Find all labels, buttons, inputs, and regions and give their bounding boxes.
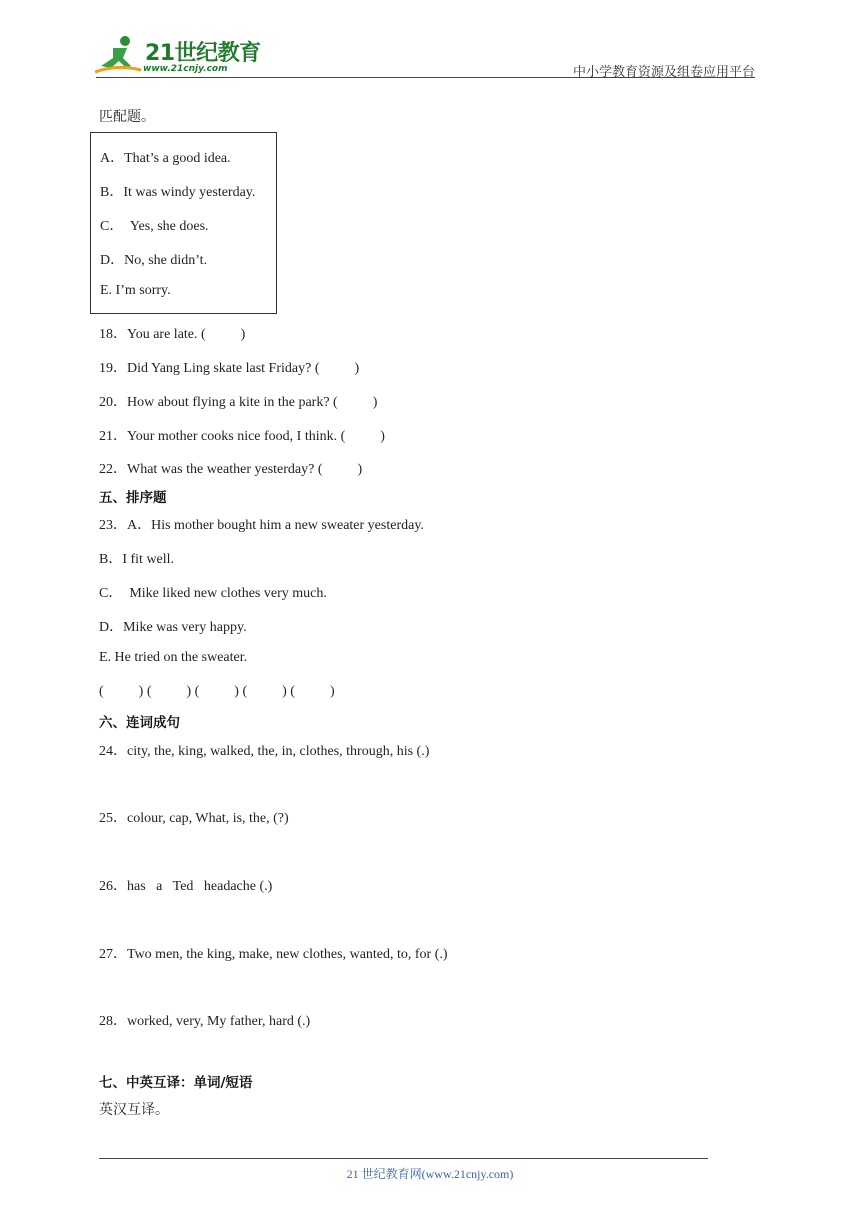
sentence-item: 25．colour, cap, What, is, the, (?) (99, 811, 289, 826)
ordering-item: B．I fit well. (99, 552, 175, 567)
logo-url: www.21cnjy.com (143, 64, 228, 74)
runner-logo-icon (93, 34, 143, 78)
site-logo (93, 34, 263, 78)
question-item: 21．Your mother cooks nice food, I think. ( ) (99, 429, 385, 444)
match-option: E. I’m sorry. (100, 283, 171, 298)
match-option: D．No, she didn’t. (100, 253, 208, 268)
footer-divider (99, 1158, 708, 1159)
section-title: 七、中英互译：单词/短语 (99, 1075, 253, 1091)
question-item: 20．How about flying a kite in the park? ( ) (99, 395, 378, 410)
ordering-item: D．Mike was very happy. (99, 620, 247, 635)
sentence-item: 24．city, the, king, walked, the, in, clothes, through, his (.) (99, 744, 430, 759)
section-instruction: 英汉互译。 (99, 1103, 169, 1118)
sentence-item: 27．Two men, the king, make, new clothes, wanted, to, for (.) (99, 947, 448, 962)
section-title: 五、排序题 (99, 490, 167, 506)
question-item: 22．What was the weather yesterday? ( ) (99, 462, 363, 477)
logo-text: 21世纪教育 (145, 41, 261, 66)
ordering-item: C． Mike liked new clothes very much. (99, 586, 327, 601)
ordering-answer-line: ( ) ( ) ( ) ( ) ( ) (99, 684, 335, 699)
header-divider (96, 77, 755, 78)
footer-link[interactable]: 21 世纪教育网(www.21cnjy.com) (346, 1167, 514, 1181)
ordering-item: E. He tried on the sweater. (99, 650, 248, 665)
ordering-item: 23．A．His mother bought him a new sweater yesterday. (99, 518, 424, 533)
match-option: A．That’s a good idea. (100, 151, 231, 166)
header-platform-title: 中小学教育资源及组卷应用平台 (572, 64, 755, 79)
question-item: 18．You are late. ( ) (99, 327, 246, 342)
match-option: B．It was windy yesterday. (100, 185, 256, 200)
sentence-item: 28．worked, very, My father, hard (.) (99, 1014, 311, 1029)
match-instruction: 匹配题。 (99, 110, 155, 125)
question-item: 19．Did Yang Ling skate last Friday? ( ) (99, 361, 360, 376)
sentence-item: 26．has a Ted headache (.) (99, 879, 273, 894)
match-option: C． Yes, she does. (100, 219, 209, 234)
section-title: 六、连词成句 (99, 715, 180, 731)
